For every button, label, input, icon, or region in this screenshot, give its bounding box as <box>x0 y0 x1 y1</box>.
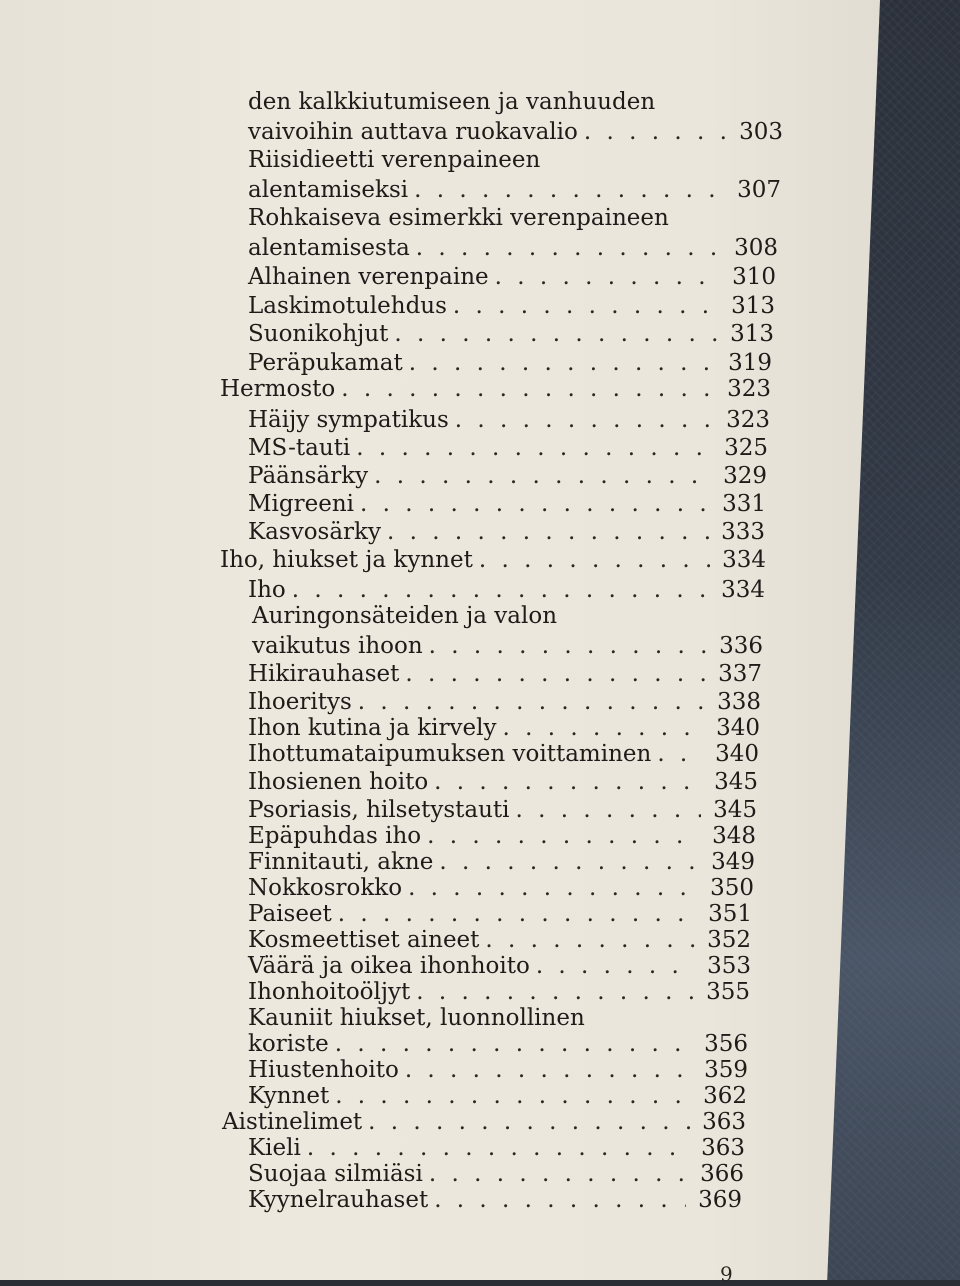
toc-entry <box>248 1030 748 1058</box>
toc-entry <box>248 900 752 928</box>
toc-entry-title: vaikutus ihoon <box>252 633 423 659</box>
dot-leader <box>374 462 711 490</box>
dot-leader <box>387 518 709 546</box>
toc-entry-page: 331 <box>722 491 766 517</box>
dot-leader <box>414 176 725 204</box>
dot-leader <box>429 1160 688 1188</box>
toc-entry-title: Migreeni <box>248 491 355 517</box>
toc-entry-title: vaivoihin auttava ruokavalio <box>248 119 578 145</box>
toc-entry <box>248 660 762 688</box>
toc-section-title: Hermosto <box>220 376 336 402</box>
dot-leader <box>439 848 699 876</box>
toc-entry-title: Väärä ja oikea ihonhoito <box>248 953 530 979</box>
toc-entry-page: 366 <box>700 1161 744 1187</box>
toc-entry-title: Finnitauti, akne <box>248 849 434 875</box>
toc-entry-title: alentamisesta <box>248 235 410 261</box>
toc-entry-title: Kynnet <box>248 1083 330 1109</box>
toc-entry-title: Kasvosärky <box>248 519 381 545</box>
toc-entry-title: Suojaa silmiäsi <box>248 1161 423 1187</box>
toc-entry-title: Auringonsäteiden ja valon <box>252 603 558 629</box>
toc-section <box>220 546 766 574</box>
toc-entry-page: 303 <box>739 119 783 145</box>
toc-entry-title: MS-tauti <box>248 435 351 461</box>
toc-entry-page: 313 <box>730 321 774 347</box>
toc-entry-page: 340 <box>715 741 759 767</box>
toc-entry-title: Rohkaiseva esimerkki verenpaineen <box>248 205 669 231</box>
toc-entry-page: 340 <box>716 715 760 741</box>
toc-entry-page: 308 <box>734 235 778 261</box>
toc-entry <box>248 518 765 546</box>
toc-entry-title: Psoriasis, hilsetystauti <box>248 797 510 823</box>
toc-entry-title: Häijy sympatikus <box>248 407 449 433</box>
dot-leader <box>495 263 720 291</box>
dot-leader <box>341 375 715 403</box>
toc-entry-page: 352 <box>707 927 751 953</box>
toc-entry-page: 350 <box>710 875 754 901</box>
toc-entry-title: Riisidieetti verenpaineen <box>248 147 541 173</box>
toc-entry-page: 323 <box>726 407 770 433</box>
toc-entry-title: Kyynelrauhaset <box>248 1187 429 1213</box>
dot-leader <box>416 234 722 262</box>
dot-leader <box>429 632 707 660</box>
toc-section <box>220 375 771 403</box>
toc-section <box>222 1108 746 1136</box>
dot-leader <box>307 1134 689 1162</box>
toc-entry-page: 348 <box>712 823 756 849</box>
dot-leader <box>434 768 702 796</box>
toc-entry <box>248 1186 742 1214</box>
dot-leader <box>368 1108 690 1136</box>
toc-entry <box>248 874 754 902</box>
toc-entry-page: 356 <box>704 1031 748 1057</box>
dot-leader <box>358 688 705 716</box>
toc-entry <box>248 740 759 768</box>
toc-entry-page: 351 <box>708 901 752 927</box>
toc-entry <box>252 632 763 660</box>
toc-entry-title: Suonikohjut <box>248 321 389 347</box>
toc-entry <box>248 406 770 434</box>
toc-entry-title: Ihon kutina ja kirvely <box>248 715 497 741</box>
dot-leader <box>405 1056 692 1084</box>
toc-entry-page: 307 <box>737 177 781 203</box>
toc-entry-page: 345 <box>714 769 758 795</box>
toc-entry-title: Laskimotulehdus <box>248 293 447 319</box>
toc-entry-title: Nokkosrokko <box>248 875 403 901</box>
toc-entry-title: Paiseet <box>248 901 332 927</box>
toc-section-title: Aistinelimet <box>222 1109 363 1135</box>
toc-entry <box>248 434 768 462</box>
toc-entry-page: 313 <box>731 293 775 319</box>
toc-entry <box>248 349 772 377</box>
toc-entry-page: 338 <box>717 689 761 715</box>
dot-leader <box>427 822 700 850</box>
toc-entry <box>248 768 758 796</box>
dot-leader <box>657 740 703 768</box>
dot-leader <box>485 926 695 954</box>
toc-entry-title: den kalkkiutumiseen ja vanhuuden <box>248 89 656 115</box>
page-number: 9 <box>720 1262 733 1286</box>
toc-entry-title: Hikirauhaset <box>248 661 400 687</box>
toc-entry-title: Ihosienen hoito <box>248 769 429 795</box>
toc-entry <box>248 796 757 824</box>
toc-entry-page: 334 <box>722 547 766 573</box>
toc-entry-page: 336 <box>719 633 763 659</box>
toc-entry <box>248 688 761 716</box>
toc-entry-title: Ihoeritys <box>248 689 352 715</box>
toc-entry-title: Epäpuhdas iho <box>248 823 422 849</box>
dot-leader <box>434 1186 686 1214</box>
dot-leader <box>479 546 710 574</box>
dot-leader <box>416 978 694 1006</box>
toc-entry-page: 363 <box>701 1135 745 1161</box>
toc-entry-page: 310 <box>732 264 776 290</box>
toc-entry <box>248 176 781 204</box>
toc-entry-title: Alhainen verenpaine <box>248 264 489 290</box>
toc-entry-page: 325 <box>724 435 768 461</box>
toc-entry <box>248 320 774 348</box>
toc-entry <box>248 926 751 954</box>
toc-entry <box>248 952 751 980</box>
toc-entry-title: koriste <box>248 1031 329 1057</box>
toc-entry <box>248 1082 747 1110</box>
dot-leader <box>360 490 710 518</box>
dot-leader <box>335 1030 692 1058</box>
dot-leader <box>335 1082 691 1110</box>
toc-entry-page: 323 <box>727 376 771 402</box>
toc-entry-title: Hiustenhoito <box>248 1057 399 1083</box>
toc-entry <box>248 462 767 490</box>
toc-entry-title: Ihonhoitoöljyt <box>248 979 411 1005</box>
toc-entry-title: alentamiseksi <box>248 177 409 203</box>
toc-entry <box>248 1160 744 1188</box>
toc-entry <box>248 263 776 291</box>
toc-entry-title: Peräpukamat <box>248 350 403 376</box>
toc-entry <box>248 576 765 604</box>
toc-entry <box>248 714 760 742</box>
dot-leader <box>356 434 712 462</box>
dot-leader <box>409 349 716 377</box>
toc-entry-title: Kauniit hiukset, luonnollinen <box>248 1005 585 1031</box>
toc-entry-title: Ihottumataipumuksen voittaminen <box>248 741 652 767</box>
dot-leader <box>394 320 718 348</box>
toc-entry <box>248 234 778 262</box>
toc-entry-page: 369 <box>698 1187 742 1213</box>
toc-entry <box>248 1056 748 1084</box>
dot-leader <box>536 952 695 980</box>
toc-entry-page: 355 <box>706 979 750 1005</box>
toc-entry-title: Kieli <box>248 1135 301 1161</box>
dot-leader <box>455 406 714 434</box>
toc-entry <box>248 118 783 146</box>
toc-entry-page: 333 <box>721 519 765 545</box>
toc-entry <box>248 848 755 876</box>
toc-section-title: Iho, hiukset ja kynnet <box>220 547 473 573</box>
dot-leader <box>338 900 696 928</box>
toc-entry-page: 337 <box>718 661 762 687</box>
toc-entry-page: 345 <box>713 797 757 823</box>
toc-entry-page: 349 <box>711 849 755 875</box>
toc-entry-title: Iho <box>248 577 286 603</box>
toc-entry <box>248 1134 745 1162</box>
toc-entry <box>248 978 750 1006</box>
toc-entry <box>248 822 756 850</box>
toc-entry <box>248 490 766 518</box>
toc-entry-page: 359 <box>704 1057 748 1083</box>
dot-leader <box>502 714 704 742</box>
dot-leader <box>584 118 727 146</box>
toc-entry-page: 353 <box>707 953 751 979</box>
dot-leader <box>292 576 709 604</box>
toc-entry-title: Päänsärky <box>248 463 369 489</box>
toc-entry-page: 363 <box>702 1109 746 1135</box>
toc-entry <box>248 292 775 320</box>
toc-entry-page: 362 <box>703 1083 747 1109</box>
dot-leader <box>405 660 706 688</box>
dot-leader <box>453 292 719 320</box>
dot-leader <box>516 796 701 824</box>
toc-entry-page: 329 <box>723 463 767 489</box>
toc-entry-page: 334 <box>721 577 765 603</box>
dot-leader <box>408 874 698 902</box>
toc-entry-title: Kosmeettiset aineet <box>248 927 480 953</box>
toc-entry-page: 319 <box>728 350 772 376</box>
